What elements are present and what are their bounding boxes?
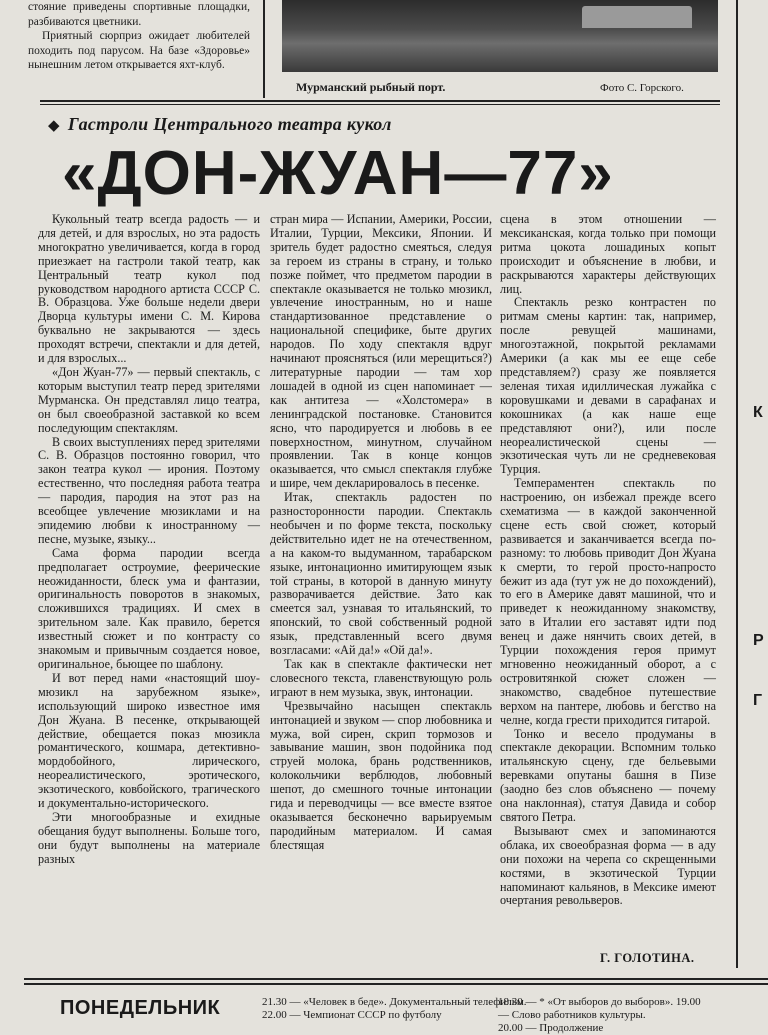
tv-rule-upper xyxy=(24,978,768,980)
paragraph: стояние приведены спортивные площадки, разбиваются цветники. xyxy=(28,1,250,28)
tv-column-2 xyxy=(498,996,760,1035)
diamond-icon: ◆ xyxy=(48,118,60,134)
paragraph: Темпераментен спектакль по настроению, он избежал прежде всего схематизма — в каждой законченной сцене есть свой сюжет, который развивается и заканчивается всегда по-разному: то любовь приводит Дон Жуана к смерти, то герой просто-напросто бежит из ада (тут уж не до похождений), то его в Америке давят машиной, что и приведет к неожиданному знакомству, зато в Италии его заставят идти под венец и даже нянчить своих детей, в Турции похождения героя примут мгновенно неожиданный оборот, а с островитянкой сюжет сложен — знакомство, свадебное путешествие верхом на пантере, любовь и бегство на челне, когда грести приходится гитарой. xyxy=(500,476,716,727)
paragraph: В своих выступлениях перед зрителями С. В. Образцов постоянно говорил, что закон театра кукол — ирония. Поэтому естественно, что последняя работа театра — пародия, пародия на этот раз на всеобщее увлечение мюзиклами и на эпидемию любви к иностранному — песне, музыке, языку... xyxy=(38,434,260,546)
tv-day-heading: ПОНЕДЕЛЬНИК xyxy=(60,997,221,1019)
paragraph: сцена в этом отношении — мексиканская, когда только при помощи ритма цокота лошадиных копыт происходит и объяснение в любви, и раскрываются характеры действующих лиц. xyxy=(500,212,716,296)
paragraph: Приятный сюрприз ожидает любителей походить под парусом. На базе «Здоровье» нынешним летом открывается яхт-клуб. xyxy=(28,30,250,71)
edge-letter-3: Г xyxy=(753,692,763,709)
article-rubric xyxy=(48,114,392,135)
paragraph: Эти многообразные и ехидные обещания будут выполнены. Больше того, они будут выполнены на материале разных xyxy=(38,809,260,866)
section-rule-lower xyxy=(40,104,720,105)
tv-entry: — Слово работников культуры. xyxy=(498,1009,646,1021)
paragraph: «Дон Жуан-77» — первый спектакль, с которым выступил театр перед зрителями Мурманска. Он представлял лицо театра, он был своеобразной заставкой ко всем последующим спектаклям. xyxy=(38,364,260,435)
paragraph: Чрезвычайно насыщен спектакль интонацией и звуком — спор любовника и мужа, вой сирен, скрип тормозов и завывание машин, звон подойника под струей молока, брань родственников, колокольчики верблюдов, любовный шепот, до смешного точные интонации гида и переводчицы — все вместе взятое оказывается бесконечно варьируемым пародийным материалом. И самая блестящая xyxy=(270,698,492,852)
article-column-2 xyxy=(270,213,492,853)
paragraph: Так как в спектакле фактически нет словесного текста, главенствующую роль играют в нем музыка, звук, интонации. xyxy=(270,657,492,699)
paragraph: Итак, спектакль радостен по разносторонности пародии. Спектакль необычен и по форме текста, поскольку действительно идет не на отечественном, а на каком-то выдуманном, тарабарском языке, интонационно имитирующем язык той страны, в которой в данную минуту разворачивается действие. Зато как смеется зал, узнавая то итальянский, то японский, то свой собственный родной язык, представленный всего двумя возгласами: «Ай да!» «Ой да!». xyxy=(270,490,492,658)
article-column-1 xyxy=(38,213,260,867)
author-signature: Г. ГОЛОТИНА. xyxy=(600,951,695,965)
paragraph: И вот перед нами «настоящий шоу-мюзикл на зарубежном языке», использующий широко известное имя Дон Жуана. В песенке, открывающей действие, обещается показ мюзикла романтического, кошмара, детективно-мордобойного, лирического, неореалистического, эротического, экзотического, ковбойского, трагического и документально-исторического. xyxy=(38,670,260,811)
tv-entry: 21.30 — «Человек в беде». Документальный телефильм. xyxy=(262,996,527,1008)
harbor-photo xyxy=(282,0,718,72)
paragraph: Вызывают смех и запоминаются облака, их своеобразная форма — в аду они похожи на черепа со скрещенными костями, в экзотической Турции напоминают кальянов, в Мексике имеют очертания револьверов. xyxy=(500,823,716,908)
paragraph: Спектакль резко контрастен по ритмам смены картин: так, например, после ревущей машинами, многоэтажной, покрытой рекламами Америки (а как мы ее еще себе представляем?) сразу же появляется зеленая тихая идиллическая лужайка с коровушками и девами в сарафанах и кокошниках (а как наше еще представляют они?), или после неореалистической сцены — экзотическая чуть ли не средневековая Турция. xyxy=(500,295,716,477)
rubric-text: Гастроли Центрального театра кукол xyxy=(67,114,392,134)
photo-caption: Мурманский рыбный порт. xyxy=(296,80,446,94)
paragraph: стран мира — Испании, Америки, России, Италии, Турции, Мексики, Японии. И зритель будет радостно смеяться, следуя за героем из страны в страну, и только позже поймет, что предметом пародии в спектакле оказывается не только мюзикл, увлечение иностранным, но и наше стандартизованное представление о национальной специфике, быте других народов. По ходу спектакля вдруг начинают проясняться (или мерещиться?) литературные пародии — там хор лошадей в одной из сцен напоминает — как антитеза — «Холстомера» в ленинградской постановке. Становится ясно, что пародируется и любовь в ее поверхностном, минутном, случайном проявлении. Так в конце концов оказывается, что смысл спектакля глубже и шире, чем декларировалось в песенке. xyxy=(270,212,492,491)
article-column-3 xyxy=(500,213,716,908)
paragraph: Сама форма пародии всегда предполагает остроумие, феерические неожиданности, блеск ума и фантазии, оригинальность поворотов в знакомых, сложившихся традициях. И смех в зрительном зале. Как правило, берется известный сюжет и по контрасту со знакомым и привычным создается новое, оригинальное, бьющее по шаблону. xyxy=(38,545,260,671)
column-rule-top xyxy=(263,0,265,98)
edge-letter-1: К xyxy=(753,404,763,421)
page-edge-rule xyxy=(736,0,738,968)
tv-entry: 18.30 — * «От выборов до выборов». 19.00 xyxy=(498,996,701,1008)
tv-rule-lower xyxy=(24,983,768,985)
tv-column-1 xyxy=(262,996,527,1022)
ship-silhouette xyxy=(582,6,692,28)
paragraph: Кукольный театр всегда радость — и для детей, и для взрослых, но эта радость многократно увеличивается, когда в город приезжает на гастроли такой театр, как Центральный театр кукол под руководством народного артиста СССР С. В. Образцова. Уже больше недели двери Дворца культуры имени С. М. Кирова буквально не закрываются — здесь проходят встречи, спектакли и для детей, и для взрослых... xyxy=(38,212,260,366)
article-headline: «ДОН-ЖУАН—77» xyxy=(62,139,614,208)
paragraph: Тонко и весело продуманы в спектакле декорации. Вспомним только итальянскую сцену, где бельевыми веревками опутаны башня в Пизе (заодно без слов объяснено — почему она наклонная), статуя Давида и собор святого Петра. xyxy=(500,726,716,824)
section-rule-upper xyxy=(40,100,720,102)
edge-letter-2: Р xyxy=(753,632,764,649)
previous-article xyxy=(28,0,250,73)
tv-entry: 20.00 — Продолжение xyxy=(498,1022,604,1034)
photo-credit: Фото С. Горского. xyxy=(600,82,684,94)
tv-entry: 22.00 — Чемпионат СССР по футболу xyxy=(262,1009,442,1021)
